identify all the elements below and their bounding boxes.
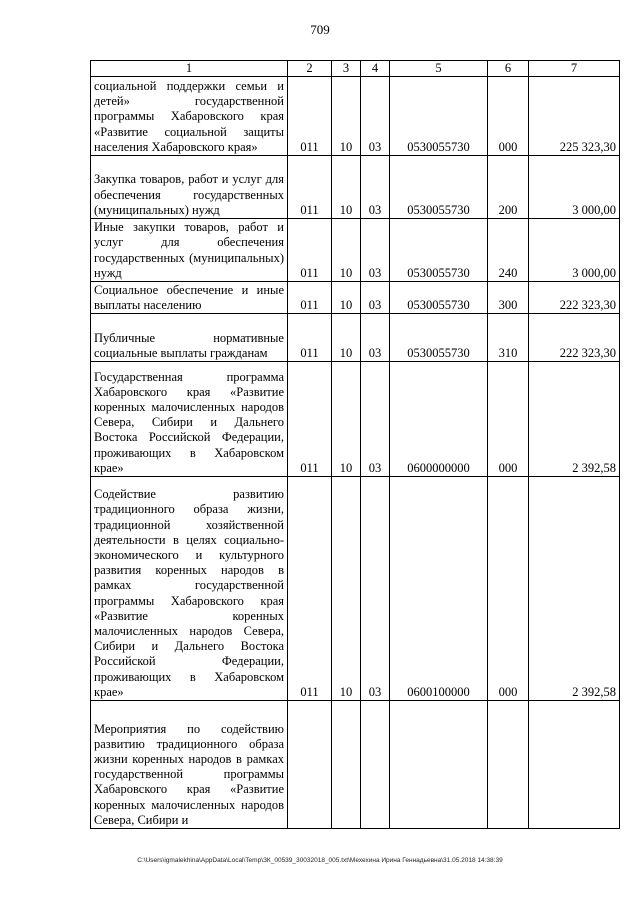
expense-type-cell: 300	[488, 282, 529, 314]
document-footer-path: C:\Users\igmalekhina\AppData\Local\Temp\ЗК_00539_30032018_005.txt\Мехехина Ирина Геннадьевна\31.05.2018 14:38:39	[137, 857, 503, 864]
ministry-code-cell: 011	[288, 362, 332, 477]
table-row	[91, 314, 620, 362]
subsection-code-cell: 03	[361, 362, 390, 477]
target-article-cell: 0530055730	[390, 219, 488, 282]
row-name-cell: Государственная программа Хабаровского края «Развитие коренных малочисленных народов Севера, Сибири и Дальнего Востока Российской Федерации, проживающих в Хабаровском крае»	[91, 362, 288, 477]
row-name-cell: Содействие развитию традиционного образа жизни, традиционной хозяйственной деятельности в целях социально-экономического и культурного развития коренных народов в рамках государственной программы Хабаровского края «Развитие коренных малочисленных народов Севера, Сибири и Дальнего Востока Российской Федерации, проживающих в Хабаровском крае»	[91, 477, 288, 701]
expense-type-cell: 000	[488, 477, 529, 701]
expense-type-cell: 200	[488, 156, 529, 219]
section-code-cell: 10	[332, 156, 361, 219]
expense-type-cell: 000	[488, 77, 529, 156]
subsection-code-cell: 03	[361, 77, 390, 156]
table-row	[91, 282, 620, 314]
expense-type-cell: 310	[488, 314, 529, 362]
target-article-cell: 0530055730	[390, 282, 488, 314]
target-article-cell: 0530055730	[390, 156, 488, 219]
section-code-cell	[332, 701, 361, 829]
amount-cell	[529, 701, 620, 829]
subsection-code-cell: 03	[361, 282, 390, 314]
subsection-code-cell: 03	[361, 156, 390, 219]
header-cell: 5	[390, 61, 488, 77]
ministry-code-cell: 011	[288, 314, 332, 362]
subsection-code-cell	[361, 701, 390, 829]
table-row	[91, 77, 620, 156]
row-name-cell: социальной поддержки семьи и детей» государственной программы Хабаровского края «Развитие социальной защиты населения Хабаровского края»	[91, 77, 288, 156]
row-name-cell: Публичные нормативные социальные выплаты гражданам	[91, 314, 288, 362]
target-article-cell: 0600000000	[390, 362, 488, 477]
amount-cell: 225 323,30	[529, 77, 620, 156]
ministry-code-cell: 011	[288, 219, 332, 282]
header-cell: 2	[288, 61, 332, 77]
header-cell: 7	[529, 61, 620, 77]
row-name-cell: Закупка товаров, работ и услуг для обеспечения государственных (муниципальных) нужд	[91, 156, 288, 219]
table-row	[91, 477, 620, 701]
table-row	[91, 362, 620, 477]
table-row	[91, 156, 620, 219]
target-article-cell: 0600100000	[390, 477, 488, 701]
expense-type-cell: 000	[488, 362, 529, 477]
table-header-row	[91, 61, 620, 77]
expense-type-cell: 240	[488, 219, 529, 282]
subsection-code-cell: 03	[361, 477, 390, 701]
row-name-cell: Социальное обеспечение и иные выплаты населению	[91, 282, 288, 314]
row-name-cell: Иные закупки товаров, работ и услуг для обеспечения государственных (муниципальных) нужд	[91, 219, 288, 282]
header-cell: 4	[361, 61, 390, 77]
section-code-cell: 10	[332, 314, 361, 362]
table-row	[91, 701, 620, 829]
section-code-cell: 10	[332, 477, 361, 701]
header-cell: 1	[91, 61, 288, 77]
amount-cell: 222 323,30	[529, 282, 620, 314]
ministry-code-cell: 011	[288, 477, 332, 701]
amount-cell: 222 323,30	[529, 314, 620, 362]
header-cell: 3	[332, 61, 361, 77]
table-row	[91, 219, 620, 282]
subsection-code-cell: 03	[361, 314, 390, 362]
amount-cell: 2 392,58	[529, 362, 620, 477]
section-code-cell: 10	[332, 219, 361, 282]
page-number: 709	[310, 22, 330, 37]
section-code-cell: 10	[332, 362, 361, 477]
ministry-code-cell: 011	[288, 77, 332, 156]
header-cell: 6	[488, 61, 529, 77]
row-name-cell: Мероприятия по содействию развитию традиционного образа жизни коренных народов в рамках государственной программы Хабаровского края «Развитие коренных малочисленных народов Севера, Сибири и	[91, 701, 288, 829]
amount-cell: 2 392,58	[529, 477, 620, 701]
amount-cell: 3 000,00	[529, 156, 620, 219]
section-code-cell: 10	[332, 282, 361, 314]
ministry-code-cell	[288, 701, 332, 829]
expense-type-cell	[488, 701, 529, 829]
ministry-code-cell: 011	[288, 156, 332, 219]
budget-table	[90, 60, 620, 829]
target-article-cell: 0530055730	[390, 314, 488, 362]
target-article-cell: 0530055730	[390, 77, 488, 156]
subsection-code-cell: 03	[361, 219, 390, 282]
target-article-cell	[390, 701, 488, 829]
amount-cell: 3 000,00	[529, 219, 620, 282]
section-code-cell: 10	[332, 77, 361, 156]
ministry-code-cell: 011	[288, 282, 332, 314]
